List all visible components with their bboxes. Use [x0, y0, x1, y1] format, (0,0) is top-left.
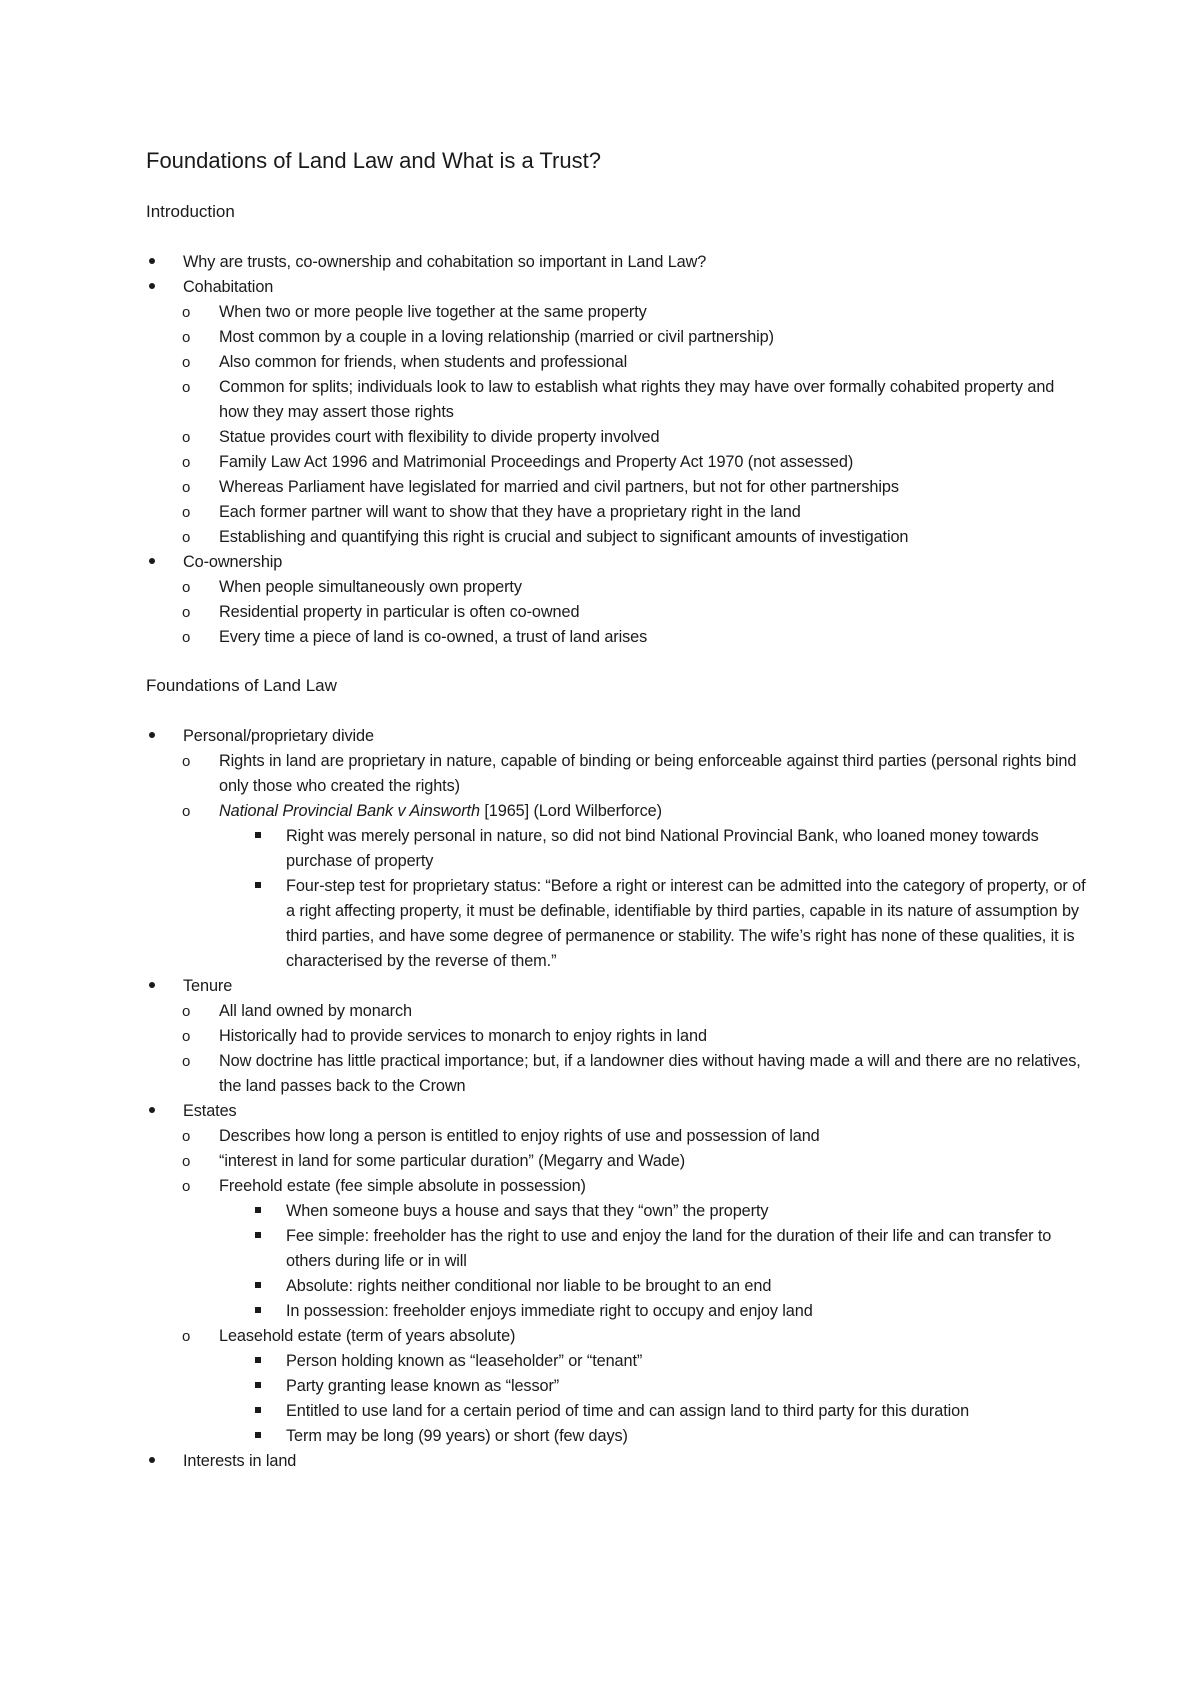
- circle-bullet-icon: o: [182, 1128, 191, 1145]
- list-item: o All land owned by monarch: [219, 999, 1086, 1024]
- list-item: Term may be long (99 years) or short (few days): [286, 1424, 1086, 1449]
- circle-bullet-icon: o: [182, 1053, 191, 1070]
- square-bullet-icon: [255, 1399, 261, 1424]
- bullet-icon: [146, 275, 158, 300]
- section-heading-foundations: Foundations of Land Law: [146, 676, 337, 695]
- list-item: Estates o Describes how long a person is entitled to enjoy rights of use and possession of land o “interest in land for some particular duration” (Megarry and Wade) o Freehold estate (fee simple absolute in possession) When someone buys a house and says that they “own” the property Fee simple: freeholder has the right to use and enjoy the land for the duration of their life and can transfer to others during life or in will Absolute: rights neither conditional nor liable to be brought to an end In possession: freeholder enjoys immediate right to occupy and enjoy land o Leasehold estate (term of years absolute) Person holding known as “leaseholder” or “tenant” Party granting lease known as “lessor” Entitled to use land for a certain period of time and can assign land to third party for this duration Term may be long (99 years) or short (few days): [146, 1099, 1086, 1449]
- list-item: o Also common for friends, when students and professional: [219, 350, 1086, 375]
- foundations-list: [146, 724, 1086, 1474]
- circle-bullet-icon: o: [182, 454, 191, 471]
- bullet-icon: [146, 1099, 158, 1124]
- list-item: o Every time a piece of land is co-owned, a trust of land arises: [219, 625, 1086, 650]
- list-item: Fee simple: freeholder has the right to use and enjoy the land for the duration of their life and can transfer to others during life or in will: [286, 1224, 1086, 1274]
- circle-bullet-icon: o: [182, 304, 191, 321]
- list-item: o Now doctrine has little practical importance; but, if a landowner dies without having made a will and there are no relatives, the land passes back to the Crown: [219, 1049, 1086, 1099]
- list-item: o When two or more people live together at the same property: [219, 300, 1086, 325]
- bullet-icon: [146, 974, 158, 999]
- square-bullet-icon: [255, 1274, 261, 1299]
- bullet-icon: [146, 724, 158, 749]
- circle-bullet-icon: o: [182, 479, 191, 496]
- circle-bullet-icon: o: [182, 504, 191, 521]
- square-bullet-icon: [255, 1349, 261, 1374]
- circle-bullet-icon: o: [182, 529, 191, 546]
- list-item: Person holding known as “leaseholder” or “tenant”: [286, 1349, 1086, 1374]
- document-page: [146, 146, 1086, 1474]
- list-item: Cohabitation o When two or more people live together at the same property o Most common by a couple in a loving relationship (married or civil partnership) o Also common for friends, when students and professional o Common for splits; individuals look to law to establish what rights they may have over formally cohabited property and how they may assert those rights o Statue provides court with flexibility to divide property involved o Family Law Act 1996 and Matrimonial Proceedings and Property Act 1970 (not assessed) o Whereas Parliament have legislated for married and civil partners, but not for other partnerships o Each former partner will want to show that they have a proprietary right in the land o Establishing and quantifying this right is crucial and subject to significant amounts of investigation: [146, 275, 1086, 550]
- list-item: Entitled to use land for a certain period of time and can assign land to third party for this duration: [286, 1399, 1086, 1424]
- cohabitation-sublist: [146, 300, 1086, 550]
- list-item: o Statue provides court with flexibility to divide property involved: [219, 425, 1086, 450]
- estates-sublist: [146, 1124, 1086, 1449]
- circle-bullet-icon: o: [182, 1028, 191, 1045]
- case-name: National Provincial Bank v Ainsworth: [219, 802, 480, 820]
- list-item: [182, 799, 1086, 974]
- list-item: o Historically had to provide services to monarch to enjoy rights in land: [219, 1024, 1086, 1049]
- list-item: Right was merely personal in nature, so did not bind National Provincial Bank, who loaned money towards purchase of property: [286, 824, 1086, 874]
- list-item: Absolute: rights neither conditional nor liable to be brought to an end: [286, 1274, 1086, 1299]
- bullet-icon: [146, 550, 158, 575]
- list-item: o Freehold estate (fee simple absolute in possession) When someone buys a house and says that they “own” the property Fee simple: freeholder has the right to use and enjoy the land for the duration of their life and can transfer to others during life or in will Absolute: rights neither conditional nor liable to be brought to an end In possession: freeholder enjoys immediate right to occupy and enjoy land: [219, 1174, 1086, 1324]
- freehold-sublist: [213, 1199, 1086, 1324]
- bullet-icon: [146, 250, 158, 275]
- circle-bullet-icon: o: [182, 1178, 191, 1195]
- square-bullet-icon: [255, 1224, 261, 1249]
- list-item: o When people simultaneously own property: [219, 575, 1086, 600]
- co-ownership-sublist: [146, 575, 1086, 650]
- circle-bullet-icon: o: [182, 579, 191, 596]
- circle-bullet-icon: o: [182, 429, 191, 446]
- list-item: o Family Law Act 1996 and Matrimonial Proceedings and Property Act 1970 (not assessed): [219, 450, 1086, 475]
- square-bullet-icon: [255, 1199, 261, 1224]
- circle-bullet-icon: o: [182, 803, 191, 820]
- list-item: Party granting lease known as “lessor”: [286, 1374, 1086, 1399]
- list-item: In possession: freeholder enjoys immediate right to occupy and enjoy land: [286, 1299, 1086, 1324]
- section-heading-introduction: Introduction: [146, 202, 235, 221]
- square-bullet-icon: [255, 1299, 261, 1324]
- personal-proprietary-sublist: [146, 749, 1086, 974]
- list-item: Co-ownership o When people simultaneously own property o Residential property in particular is often co-owned o Every time a piece of land is co-owned, a trust of land arises: [146, 550, 1086, 650]
- list-item: o Most common by a couple in a loving relationship (married or civil partnership): [219, 325, 1086, 350]
- list-item: o Leasehold estate (term of years absolute) Person holding known as “leaseholder” or “tenant” Party granting lease known as “lessor” Entitled to use land for a certain period of time and can assign land to third party for this duration Term may be long (99 years) or short (few days): [219, 1324, 1086, 1449]
- square-bullet-icon: [255, 874, 261, 899]
- bullet-icon: [146, 1449, 158, 1474]
- circle-bullet-icon: o: [182, 753, 191, 770]
- list-item: Personal/proprietary divide o Rights in land are proprietary in nature, capable of binding or being enforceable against third parties (personal rights bind only those who created the rights) o National Provincial Bank v Ainsworth [1965] (Lord Wilberforce) Right was merely personal in nature, so did not bind National Provincial Bank, who loaned money towards purchase of property Four-step test for proprietary status: “Before a right or interest can be admitted into the category of property, or of a right affecting property, it must be definable, identifiable by third parties, capable in its nature of assumption by third parties, and have some degree of permanence or stability. The wife’s right has none of these qualities, it is characterised by the reverse of them.”: [146, 724, 1086, 974]
- list-item: o Common for splits; individuals look to law to establish what rights they may have over formally cohabited property and how they may assert those rights: [219, 375, 1086, 425]
- list-item: o Residential property in particular is often co-owned: [219, 600, 1086, 625]
- circle-bullet-icon: o: [182, 329, 191, 346]
- list-item: o Describes how long a person is entitled to enjoy rights of use and possession of land: [219, 1124, 1086, 1149]
- case-sublist: [213, 824, 1086, 974]
- tenure-sublist: [146, 999, 1086, 1099]
- list-item: o Each former partner will want to show that they have a proprietary right in the land: [219, 500, 1086, 525]
- circle-bullet-icon: o: [182, 1003, 191, 1020]
- list-item: Four-step test for proprietary status: “Before a right or interest can be admitted into the category of property, or of a right affecting property, it must be definable, identifiable by third parties, capable in its nature of assumption by third parties, and have some degree of permanence or stability. The wife’s right has none of these qualities, it is characterised by the reverse of them.”: [286, 874, 1086, 974]
- document-title: Foundations of Land Law and What is a Trust?: [146, 148, 601, 173]
- circle-bullet-icon: o: [182, 379, 191, 396]
- list-item: Tenure o All land owned by monarch o Historically had to provide services to monarch to enjoy rights in land o Now doctrine has little practical importance; but, if a landowner dies without having made a will and there are no relatives, the land passes back to the Crown: [146, 974, 1086, 1099]
- list-item: o “interest in land for some particular duration” (Megarry and Wade): [219, 1149, 1086, 1174]
- circle-bullet-icon: o: [182, 354, 191, 371]
- leasehold-sublist: [213, 1349, 1086, 1449]
- list-item: o Whereas Parliament have legislated for married and civil partners, but not for other partnerships: [219, 475, 1086, 500]
- list-item: Interests in land: [146, 1449, 1086, 1474]
- circle-bullet-icon: o: [182, 1153, 191, 1170]
- introduction-list: [146, 250, 1086, 650]
- square-bullet-icon: [255, 1374, 261, 1399]
- list-item: o Rights in land are proprietary in nature, capable of binding or being enforceable against third parties (personal rights bind only those who created the rights): [219, 749, 1086, 799]
- square-bullet-icon: [255, 1424, 261, 1449]
- square-bullet-icon: [255, 824, 261, 849]
- list-item: When someone buys a house and says that they “own” the property: [286, 1199, 1086, 1224]
- circle-bullet-icon: o: [182, 604, 191, 621]
- circle-bullet-icon: o: [182, 629, 191, 646]
- list-item: o Establishing and quantifying this right is crucial and subject to significant amounts of investigation: [219, 525, 1086, 550]
- circle-bullet-icon: o: [182, 1328, 191, 1345]
- case-citation: [1965] (Lord Wilberforce): [479, 802, 662, 820]
- list-item: Why are trusts, co-ownership and cohabitation so important in Land Law?: [146, 250, 1086, 275]
